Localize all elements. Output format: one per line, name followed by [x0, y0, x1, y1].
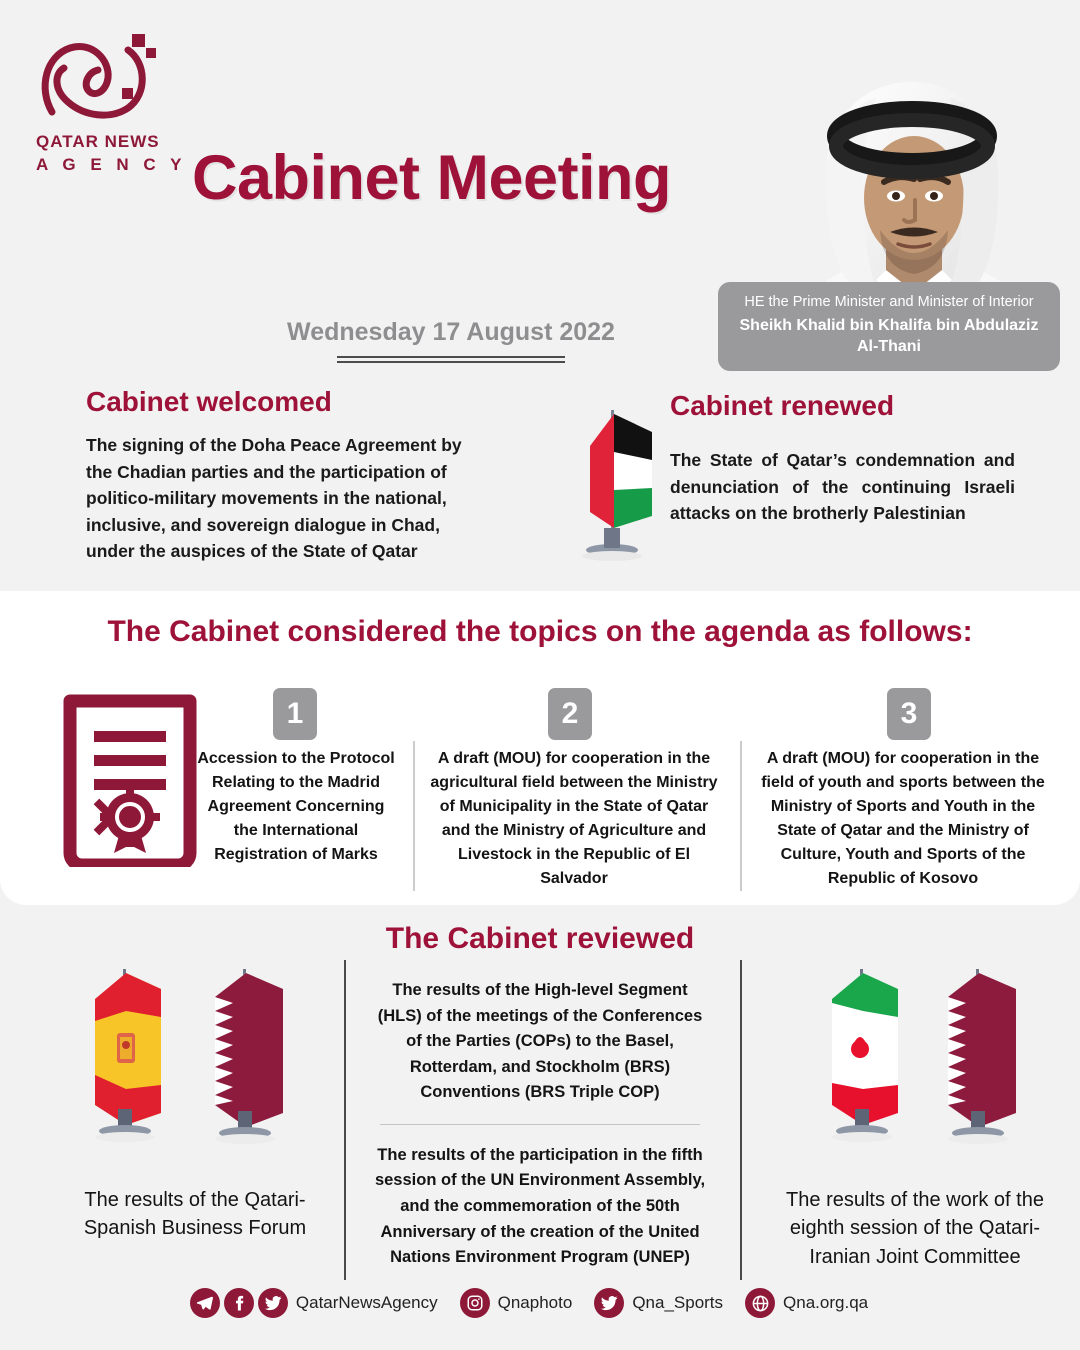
telegram-icon[interactable]	[190, 1288, 220, 1318]
reviewed-item-1: The results of the High-level Segment (HLS) of the meetings of the Conferences of the Parties (COPs) to the Basel, Rotterdam, and Stockholm (BRS) Conventions (BRS Triple COP)	[377, 981, 703, 1102]
portrait-caption-role: HE the Prime Minister and Minister of Interior	[744, 294, 1034, 310]
social-handle-qnasports[interactable]: Qna_Sports	[632, 1293, 724, 1312]
reviewed-divider-left	[344, 960, 346, 1280]
qna-logo	[36, 28, 196, 174]
cabinet-welcomed-block	[86, 386, 486, 565]
agenda-divider-1	[413, 741, 415, 891]
agenda-divider-2	[740, 741, 742, 891]
agenda-number-2: 2	[548, 688, 592, 740]
portrait-caption	[718, 282, 1060, 371]
agenda-item-2-text: A draft (MOU) for cooperation in the agricultural field between the Ministry of Municipality in the State of Qatar and the Ministry of Agriculture and Livestock in the Republic of El Salvador	[430, 750, 718, 887]
reviewed-divider-right	[740, 960, 742, 1280]
twitter-icon[interactable]	[258, 1288, 288, 1318]
cabinet-renewed-body: The State of Qatar’s condemnation and denunciation of the continuing Israeli attacks on the brotherly Palestinian	[670, 450, 1015, 524]
agenda-number-1: 1	[273, 688, 317, 740]
cabinet-renewed-block	[670, 390, 1015, 527]
meeting-date-text: Wednesday 17 August 2022	[287, 318, 615, 346]
qna-atom-icon	[36, 28, 166, 128]
instagram-icon[interactable]	[460, 1288, 490, 1318]
logo-text-line2: A G E N C Y	[36, 155, 187, 174]
agenda-item-3-text: A draft (MOU) for cooperation in the field of youth and sports between the Ministry of Sports and Youth in the State of Qatar and the Ministry of Culture, Youth and Sports of the Republic of Kosovo	[761, 750, 1045, 887]
reviewed-middle-items	[370, 978, 710, 1271]
facebook-icon[interactable]	[224, 1288, 254, 1318]
page-title: Cabinet Meeting	[192, 143, 672, 213]
globe-icon[interactable]	[745, 1288, 775, 1318]
agenda-number-3: 3	[887, 688, 931, 740]
cabinet-renewed-heading: Cabinet renewed	[670, 390, 895, 421]
social-handle-qatarnewsagency[interactable]: QatarNewsAgency	[295, 1293, 438, 1312]
iran-qatar-flags	[818, 965, 1053, 1170]
social-handle-qnaphoto[interactable]: Qnaphoto	[497, 1293, 573, 1312]
date-divider-top	[337, 356, 565, 358]
reviewed-heading: The Cabinet reviewed	[385, 922, 695, 955]
cabinet-welcomed-heading: Cabinet welcomed	[86, 386, 332, 417]
certificate-document-icon	[60, 687, 200, 867]
reviewed-items-divider	[380, 1124, 700, 1125]
agenda-heading: The Cabinet considered the topics on the agenda as follows:	[107, 615, 973, 648]
cabinet-welcomed-body: The signing of the Doha Peace Agreement by the Chadian parties and the participation of politico-military movements in the national, inclusive, and sovereign dialogue in Chad, under the auspices of the State of Qatar	[86, 435, 462, 562]
agenda-item-1-text: Accession to the Protocol Relating to the Madrid Agreement Concerning the International Registration of Marks	[197, 750, 395, 863]
reviewed-right-caption: The results of the work of the eighth session of the Qatari-Iranian Joint Committee	[786, 1189, 1044, 1268]
spain-qatar-flags	[65, 965, 330, 1170]
reviewed-left-caption: The results of the Qatari-Spanish Business Forum	[83, 1189, 307, 1240]
palestine-flag-icon	[560, 404, 670, 564]
social-footer	[0, 1288, 1080, 1318]
agenda-panel	[0, 591, 1080, 905]
social-handle-website[interactable]: Qna.org.qa	[783, 1293, 869, 1312]
meeting-date	[281, 318, 621, 363]
date-divider-bottom	[337, 361, 565, 363]
logo-text-line1: QATAR NEWS	[36, 132, 160, 151]
portrait-caption-name: Sheikh Khalid bin Khalifa bin Abdulaziz Al-Thani	[739, 316, 1039, 356]
twitter-icon-sports[interactable]	[594, 1288, 624, 1318]
reviewed-item-2: The results of the participation in the fifth session of the UN Environment Assembly, and the commemoration of the 50th Anniversary of the creation of the United Nations Environment Program (UNEP)	[374, 1145, 706, 1267]
